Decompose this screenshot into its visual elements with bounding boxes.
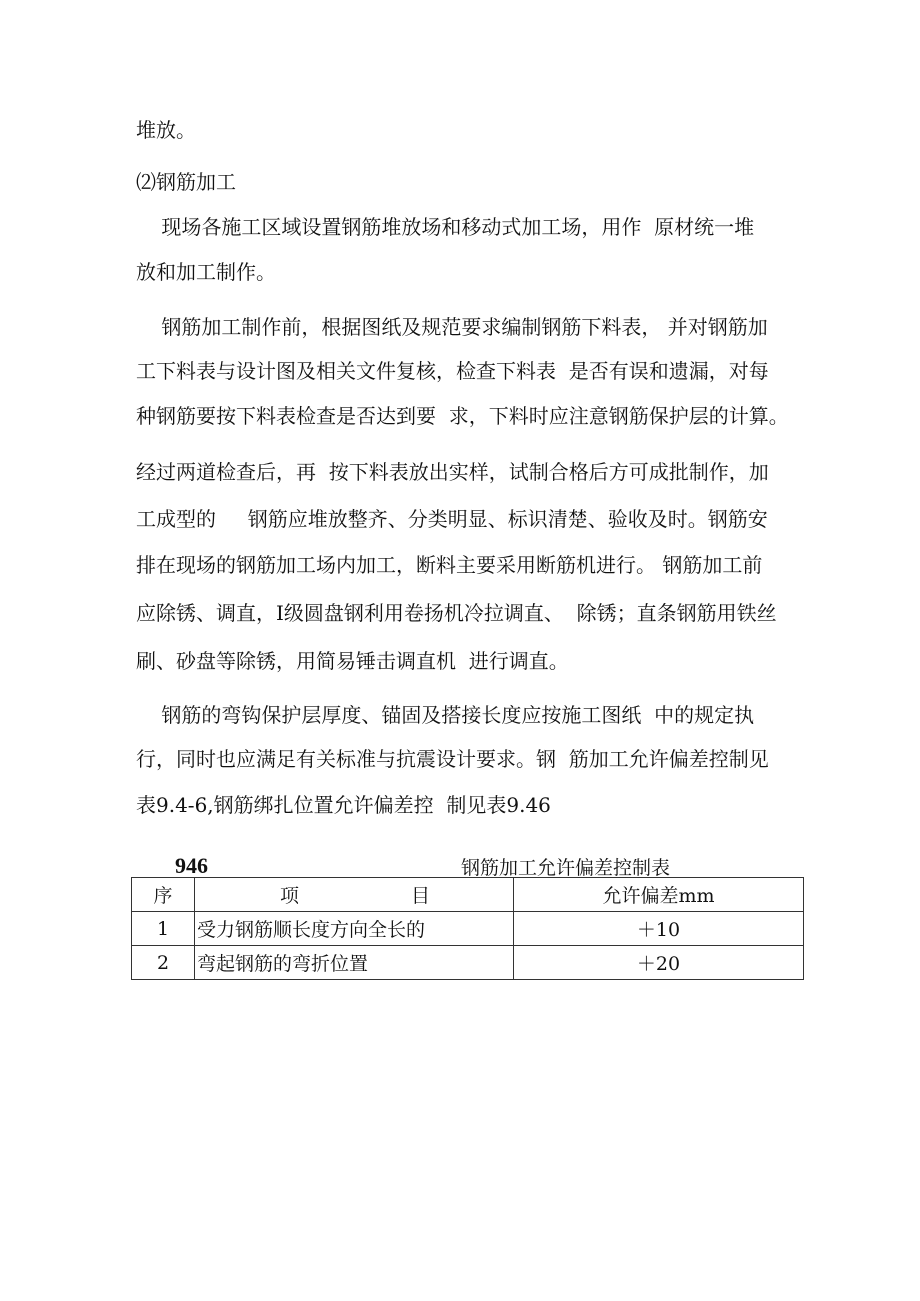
header-tolerance: 允许偏差mm xyxy=(514,878,804,912)
text-line: 排在现场的钢筋加工场内加工，断料主要采用断筋机进行。 钢筋加工前 xyxy=(136,553,763,577)
text-line: 现场各施工区域设置钢筋堆放场和移动式加工场，用作 原材统一堆 xyxy=(136,215,755,239)
row-seq: 1 xyxy=(132,912,195,946)
tolerance-table xyxy=(131,877,804,980)
text-line: 钢筋加工制作前，根据图纸及规范要求编制钢筋下料表， 并对钢筋加 xyxy=(136,315,768,339)
row-tolerance: ＋10 xyxy=(514,912,804,946)
text-line: 行，同时也应满足有关标准与抗震设计要求。钢 筋加工允许偏差控制见 xyxy=(136,747,769,771)
text-line: 种钢筋要按下料表检查是否达到要 求，下料时应注意钢筋保护层的计算。 xyxy=(136,404,789,428)
text-line: 经过两道检查后，再 按下料表放出实样，试制合格后方可成批制作，加 xyxy=(136,460,769,484)
header-item-b: 目 xyxy=(410,885,430,907)
row-seq: 2 xyxy=(132,946,195,980)
text-line: 放和加工制作。 xyxy=(136,260,276,284)
text-line: 应除锈、调直，I级圆盘钢利用卷扬机冷拉调直、 除锈；直条钢筋用铁丝 xyxy=(136,601,777,625)
section-heading: ⑵钢筋加工 xyxy=(136,170,236,194)
table-row xyxy=(132,912,804,946)
row-item: 弯起钢筋的弯折位置 xyxy=(195,946,514,980)
table-header-row xyxy=(132,878,804,912)
row-item: 受力钢筋顺长度方向全长的 xyxy=(195,912,514,946)
text-line: 工成型的 钢筋应堆放整齐、分类明显、标识清楚、验收及时。钢筋安 xyxy=(136,507,768,531)
row-tolerance: ＋20 xyxy=(514,946,804,980)
text-line: 刷、砂盘等除锈，用简易锤击调直机 进行调直。 xyxy=(136,649,569,673)
table-row xyxy=(132,946,804,980)
header-seq: 序 xyxy=(132,878,195,912)
text-line: 工下料表与设计图及相关文件复核，检查下料表 是否有误和遗漏，对每 xyxy=(136,359,769,383)
table-number: 946 xyxy=(175,853,208,878)
header-item xyxy=(195,878,514,912)
header-item-a: 项 xyxy=(280,885,300,907)
text-line: 堆放。 xyxy=(136,118,196,142)
text-line: 钢筋的弯钩保护层厚度、锚固及搭接长度应按施工图纸 中的规定执 xyxy=(136,703,755,727)
table-title: 钢筋加工允许偏差控制表 xyxy=(461,857,671,879)
text-line: 表9.4-6,钢筋绑扎位置允许偏差控 制见表9.46 xyxy=(136,793,551,817)
